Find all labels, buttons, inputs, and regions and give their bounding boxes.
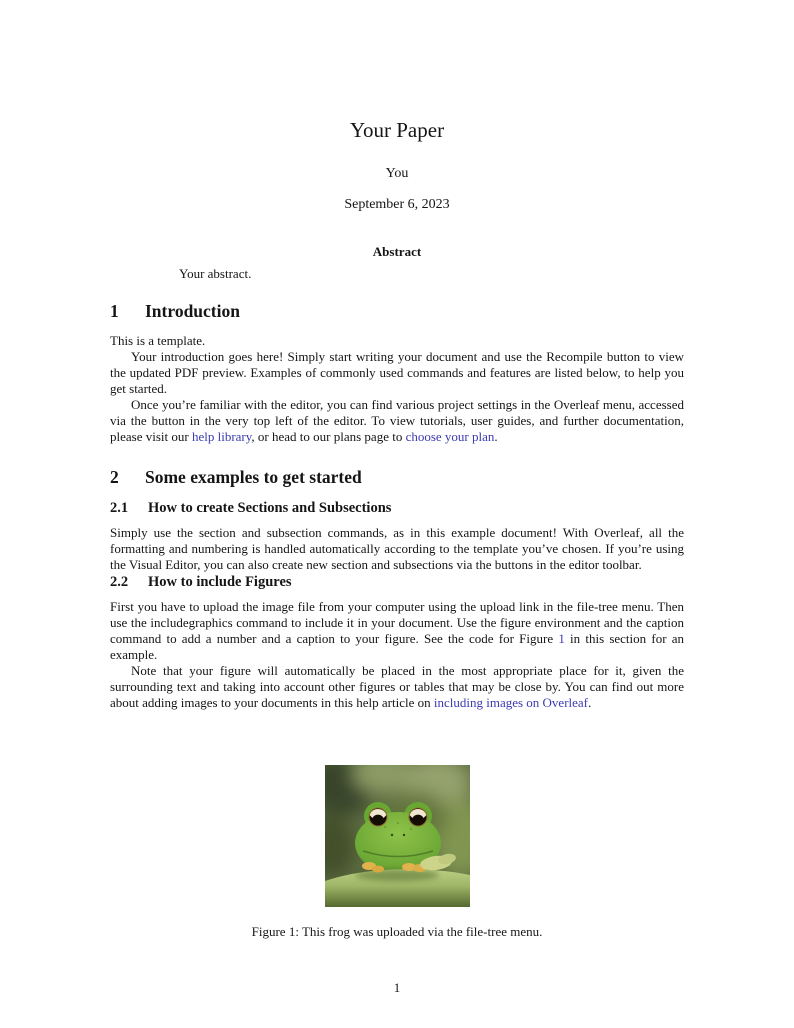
figure-1-reference-link[interactable]: 1: [558, 631, 565, 646]
subsection-2-1-paragraph: Simply use the section and subsection commands, as in this example document! With Overleaf, all the formatting and numbering is handled automatically according to the template you’ve chosen. If you’re using the Visual Editor, you can also create new section and subsections via the buttons in the editor toolbar.: [110, 525, 684, 572]
subsection-2-1-title: How to create Sections and Subsections: [148, 500, 392, 516]
page-number: 1: [393, 980, 401, 995]
section-2-title: Some examples to get started: [145, 467, 362, 487]
including-images-link[interactable]: including images on Overleaf: [433, 695, 589, 710]
intro-p3-text-3: .: [494, 429, 498, 444]
frog-image: [325, 765, 470, 907]
choose-your-plan-link[interactable]: choose your plan: [405, 429, 495, 444]
section-examples: [110, 466, 684, 711]
section-1-title: Introduction: [145, 301, 240, 321]
figures-p1-text-1: First you have to upload the image file from your computer using the upload link in the file-tree menu. Then use the includegraphics command to include it in your document. Use the figure environment and the caption command to add a number and a caption to your figure. See the code for Figure: [110, 599, 684, 646]
abstract-text: Your abstract.: [179, 266, 252, 281]
intro-p3-text-1: Once you’re familiar with the editor, you can find various project settings in the Overleaf menu, accessed via the button in the very top left of the editor. To view tutorials, user guides, and further documentation, please visit our: [110, 397, 684, 444]
section-1-number: 1: [110, 301, 119, 321]
intro-paragraph-1: This is a template.: [110, 333, 206, 348]
title-block: [110, 118, 684, 213]
frog-photo-svg: [325, 765, 470, 907]
figure-1: [0, 765, 794, 912]
help-library-link[interactable]: help library: [191, 429, 252, 444]
paper-title: Your Paper: [349, 118, 445, 142]
subsection-2-2-number: 2.2: [110, 574, 129, 590]
subsection-2-2-title: How to include Figures: [148, 574, 292, 590]
subsection-2-2-heading: [110, 573, 684, 591]
figures-paragraph-1: [110, 599, 684, 663]
section-2-heading: [110, 466, 684, 488]
section-1-heading: [110, 300, 684, 322]
abstract-heading: Abstract: [372, 244, 422, 259]
subsection-2-1-number: 2.1: [110, 500, 129, 516]
intro-p3-text-2: , or head to our plans page to: [251, 429, 406, 444]
figures-p2-text-1: Note that your figure will automatically be placed in the most appropriate place for it, given the surrounding text and taking into account other figures or tables that may be close by. You can find out more about adding images to your documents in this help article on: [110, 663, 684, 710]
section-2-number: 2: [110, 467, 119, 487]
figures-paragraph-2: [110, 663, 684, 711]
intro-paragraph-3: [110, 397, 684, 445]
section-introduction: [110, 300, 684, 445]
figures-p2-text-2: .: [588, 695, 592, 710]
subsection-2-1-heading: [110, 499, 684, 517]
intro-paragraph-2: Your introduction goes here! Simply start writing your document and use the Recompile button to view the updated PDF preview. Examples of commonly used commands and features are listed below, to help you get started.: [110, 349, 684, 396]
figures-p1-text-2: in this section for an example.: [110, 631, 685, 662]
figure-caption: Figure 1: This frog was uploaded via the file-tree menu.: [251, 924, 543, 939]
abstract-block: [110, 244, 684, 282]
paper-author: You: [385, 166, 409, 181]
paper-date: September 6, 2023: [344, 197, 450, 212]
